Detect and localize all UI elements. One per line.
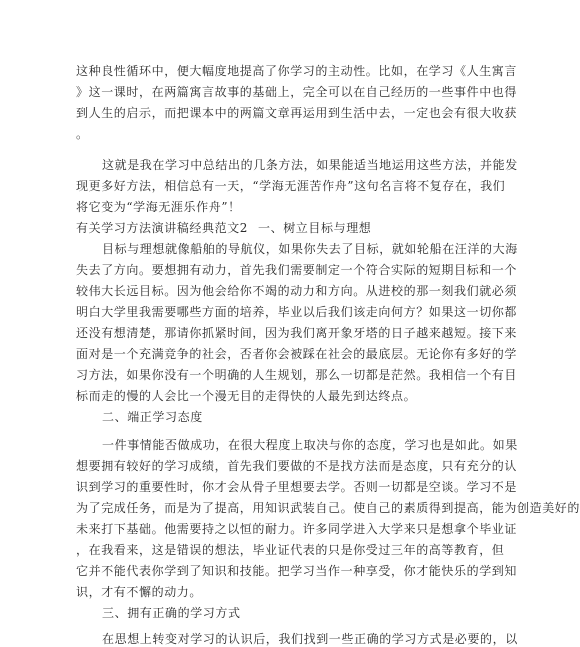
text-line: 还没有想清楚，那请你抓紧时间，因为我们离开象牙塔的日子越来越短。接下来 — [76, 326, 518, 340]
section-heading-2: 二、端正学习态度 — [102, 410, 203, 424]
text-line: 识到学习的重要性时，你才会从骨子里想要去学。否则一切都是空谈。学习不是 — [76, 480, 518, 494]
text-line: 。 — [76, 127, 89, 141]
section-heading-3: 三、拥有正确的学习方式 — [102, 606, 241, 620]
text-line: 习方法，如果你没有一个明确的人生规划，那么一切都是茫然。我相信一个有目 — [76, 368, 518, 382]
text-line: 这种良性循环中，便大幅度地提高了你学习的主动性。比如，在学习《人生寓言 — [76, 64, 518, 78]
paragraph-method-start: 在思想上转变对学习的认识后，我们找到一些正确的学习方式是必要的，以 — [102, 632, 518, 646]
text-line: 将它变为“学海无涯乐作舟”！ — [76, 200, 241, 214]
text-line: ，在我看来，这是错误的想法，毕业证代表的只是你受过三年的高等教育，但 — [76, 543, 505, 557]
text-line: 想要拥有较好的学习成绩，首先我们要做的不是找方法而是态度，只有充分的认 — [76, 459, 518, 473]
text-line: 较伟大长远目标。因为他会给你不竭的动力和方向。从进校的那一刻我们就必须 — [76, 284, 518, 298]
text-line: 一件事情能否做成功，在很大程度上取决与你的态度，学习也是如此。如果 — [102, 438, 518, 452]
text-line: 现更多好方法，相信总有一天，“学海无涯苦作舟”这句名言将不复存在，我们 — [76, 179, 506, 193]
text-line: 未来打下基础。他需要持之以恒的耐力。许多同学进入大学来只是想拿个毕业证 — [76, 522, 518, 536]
text-line: 这就是我在学习中总结出的几条方法，如果能适当地运用这些方法，并能发 — [102, 158, 518, 172]
text-line: 》这一课时，在两篇寓言故事的基础上，完全可以在自己经历的一些事件中也得 — [76, 85, 518, 99]
text-line: 为了完成任务，而是为了提高，用知识武装自己。使自己的素质得到提高，能为创造美好的 — [76, 501, 580, 515]
text-line: 它并不能代表你学到了知识和技能。把学习当作一种享受，你才能快乐的学到知 — [76, 564, 518, 578]
text-line: 目标与理想就像船舶的导航仪，如果你失去了目标，就如轮船在汪洋的大海 — [102, 242, 518, 256]
text-line: 明白大学里我需要哪些方面的培养，毕业以后我们该走向何方？如果这一切你都 — [76, 305, 518, 319]
text-line: 面对是一个充满竞争的社会，否者你会被踩在社会的最底层。无论你有多好的学 — [76, 347, 518, 361]
text-line: 到人生的启示，而把课本中的两篇文章再运用到生活中去，一定也会有很大收获 — [76, 106, 518, 120]
text-line: 标而走的慢的人会比一个漫无目的走得快的人最先到达终点。 — [76, 389, 417, 403]
text-line: 失去了方向。要想拥有动力，首先我们需要制定一个符合实际的短期目标和一个 — [76, 263, 518, 277]
text-line: 识，才有不懈的动力。 — [76, 585, 203, 599]
article-title: 有关学习方法演讲稿经典范文2 — [76, 221, 249, 235]
section-heading-1: 一、树立目标与理想 — [258, 221, 372, 235]
